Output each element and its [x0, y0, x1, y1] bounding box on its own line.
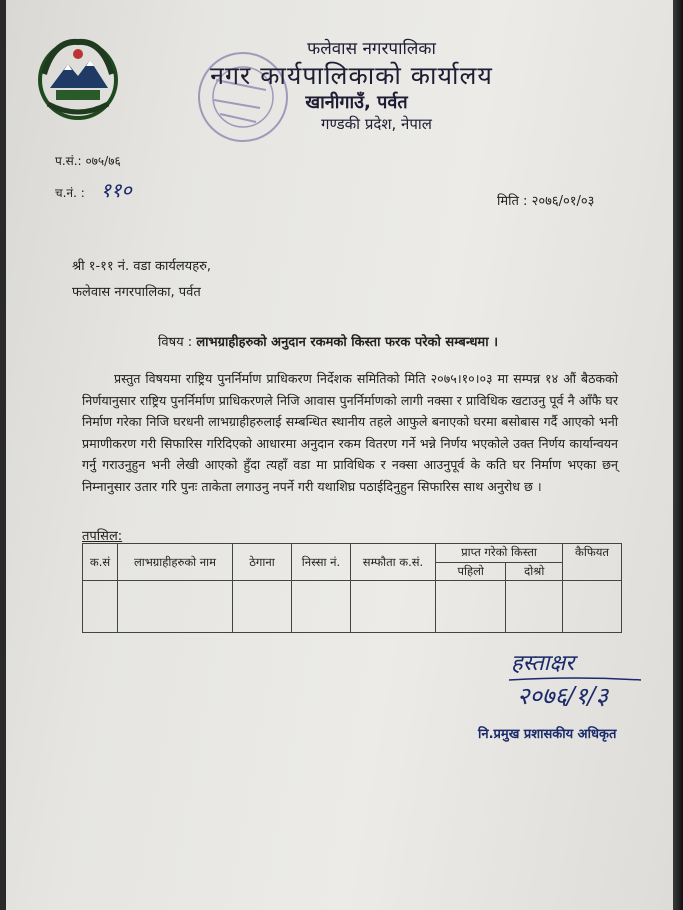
- col-agreement-no: सम्फौता क.सं.: [351, 544, 436, 581]
- details-table: [82, 543, 622, 633]
- signature-date: २०७६/१/३: [517, 682, 609, 710]
- col-receipt-no: निस्सा नं.: [292, 544, 351, 581]
- col-remarks: कैफियत: [563, 544, 622, 581]
- ref-number: [55, 152, 121, 169]
- col-installment-received: प्राप्त गरेको किस्ता: [436, 544, 563, 563]
- table-header-row: [83, 544, 622, 563]
- ref-number-label: प.सं.:: [55, 154, 82, 168]
- recipient-line-1: श्री १-११ नं. वडा कार्यलयहरु,: [72, 259, 212, 274]
- details-label: तपसिल:: [82, 529, 123, 544]
- subject-text: लाभग्राहीहरुको अनुदान रकमको किस्ता फरक परेको सम्बन्धमा ।: [196, 335, 499, 350]
- subject-line: [158, 332, 498, 350]
- signature-text: हस्ताक्षर: [511, 651, 575, 676]
- dispatch-number-label: च.नं. :: [55, 186, 85, 200]
- page-edge: [673, 0, 683, 910]
- ref-number-value: ०७५/७६: [85, 154, 121, 168]
- office-location: खानीगाउँ, पर्वत: [305, 92, 408, 113]
- letter-body: प्रस्तुत विषयमा राष्ट्रिय पुनर्निर्माण प्राधिकरण निर्देशक समितिको मिति २०७५।१०।०३ मा सम्पन्न १४ औं बैठकको निर्णयानुसार राष्ट्रिय पुनर्निर्माण प्राधिकरणले निजि आवास पुनर्निर्माणको लागी नक्सा र प्राविधिक खटाउनु पूर्व नै आँफै घर निर्माण गरेका निजि घरधनी लाभग्राहीहरुलाई सम्बन्धित स्थानीय तहले आफुले बनाएको घरमा बसोबास गर्दै आएको भनी प्रमाणीकरण गरी सिफारिस गरिदिएको आधारमा अनुदान रकम वितरण गर्ने भन्ने निर्णय भएकोले उक्त निर्णय कार्यान्वयन गर्नु गराउनुहुन भनी लेखी आएको हुँदा त्यहाँ वडा मा प्राविधिक र नक्सा आउनुपूर्व के कति घर निर्माण भएका छन् निम्नानुसार उतार गरि पुनः ताकेता लगाउनु नपर्ने गरी यथाशिघ्र पठाईदिनुहुन सिफारिस साथ अनुरोध छ ।: [82, 371, 618, 494]
- dispatch-number: [55, 176, 132, 203]
- municipality-name: फलेवास नगरपालिका: [307, 39, 436, 59]
- col-first-installment: पहिलो: [436, 562, 506, 581]
- signatory-designation: नि.प्रमुख प्रशासकीय अधिकृत: [478, 727, 617, 742]
- province-name: गण्डकी प्रदेश, नेपाल: [321, 115, 432, 133]
- dispatch-number-value: ११०: [100, 178, 132, 202]
- col-address: ठेगाना: [233, 544, 292, 581]
- col-serial: क.सं: [83, 544, 118, 581]
- col-beneficiary-name: लाभग्राहीहरुको नाम: [118, 544, 233, 581]
- recipient-line-2: फलेवास नगरपालिका, पर्वत: [72, 285, 201, 300]
- col-second-installment: दोश्रो: [506, 562, 563, 581]
- subject-label: विषय :: [158, 335, 193, 350]
- office-title: नगर कार्यपालिकाको कार्यालय: [210, 61, 493, 90]
- signature: [505, 640, 645, 715]
- table-row: [83, 581, 622, 633]
- letter-date: मिति : २०७६/०१/०३: [497, 194, 595, 209]
